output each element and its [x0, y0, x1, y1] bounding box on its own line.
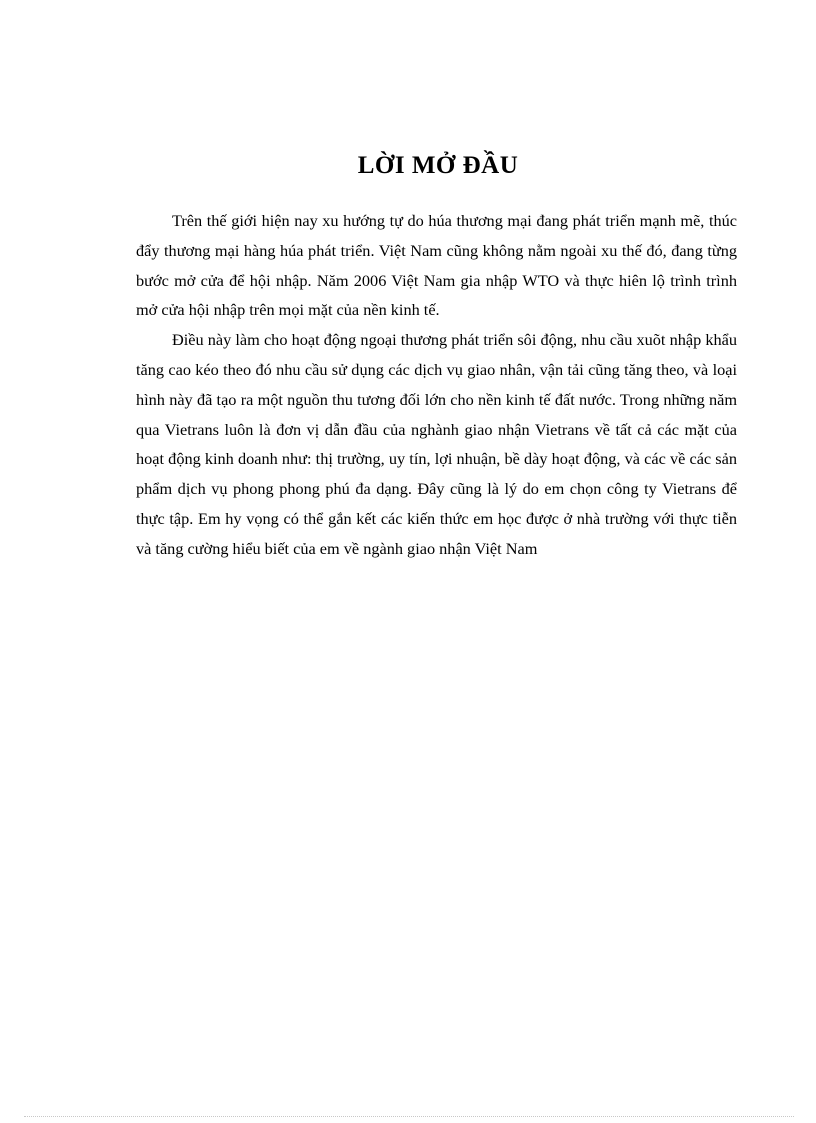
paragraph-vietrans: Điều này làm cho hoạt động ngoại thương phát triển sôi động, nhu cầu xuõt nhập khẩu tăng cao kéo theo đó nhu cầu sử dụng các dịch vụ giao nhân, vận tải cũng tăng theo, và loại hình này đã tạo ra một nguồn thu tương đối lớn cho nền kinh tế đất nước. Trong những năm qua Vietrans luôn là đơn vị dẫn đầu của nghành giao nhận Vietrans về tất cả các mặt của hoạt động kinh doanh như: thị trường, uy tín, lợi nhuận, bề dày hoạt động, và các về các sản phẩm dịch vụ phong phong phú đa dạng. Đây cũng là lý do em chọn công ty Vietrans để thực tập. Em hy vọng có thể gắn kết các kiến thức em học được ở nhà trường với thực tiễn và tăng cường hiểu biết của em về ngành giao nhận Việt Nam: [136, 330, 737, 558]
paragraph-intro: Trên thế giới hiện nay xu hướng tự do húa thương mại đang phát triển mạnh mẽ, thúc đẩy thương mại hàng húa phát triển. Việt Nam cũng không nằm ngoài xu thế đó, đang từng bước mở cửa để hội nhập. Năm 2006 Việt Nam gia nhập WTO và thực hiên lộ trình trình mở cửa hội nhập trên mọi mặt của nền kinh tế.: [136, 211, 737, 320]
page-title: LỜI MỞ ĐẦU: [357, 151, 519, 179]
page-bottom-divider: [24, 1116, 794, 1117]
document-body: [136, 206, 737, 564]
